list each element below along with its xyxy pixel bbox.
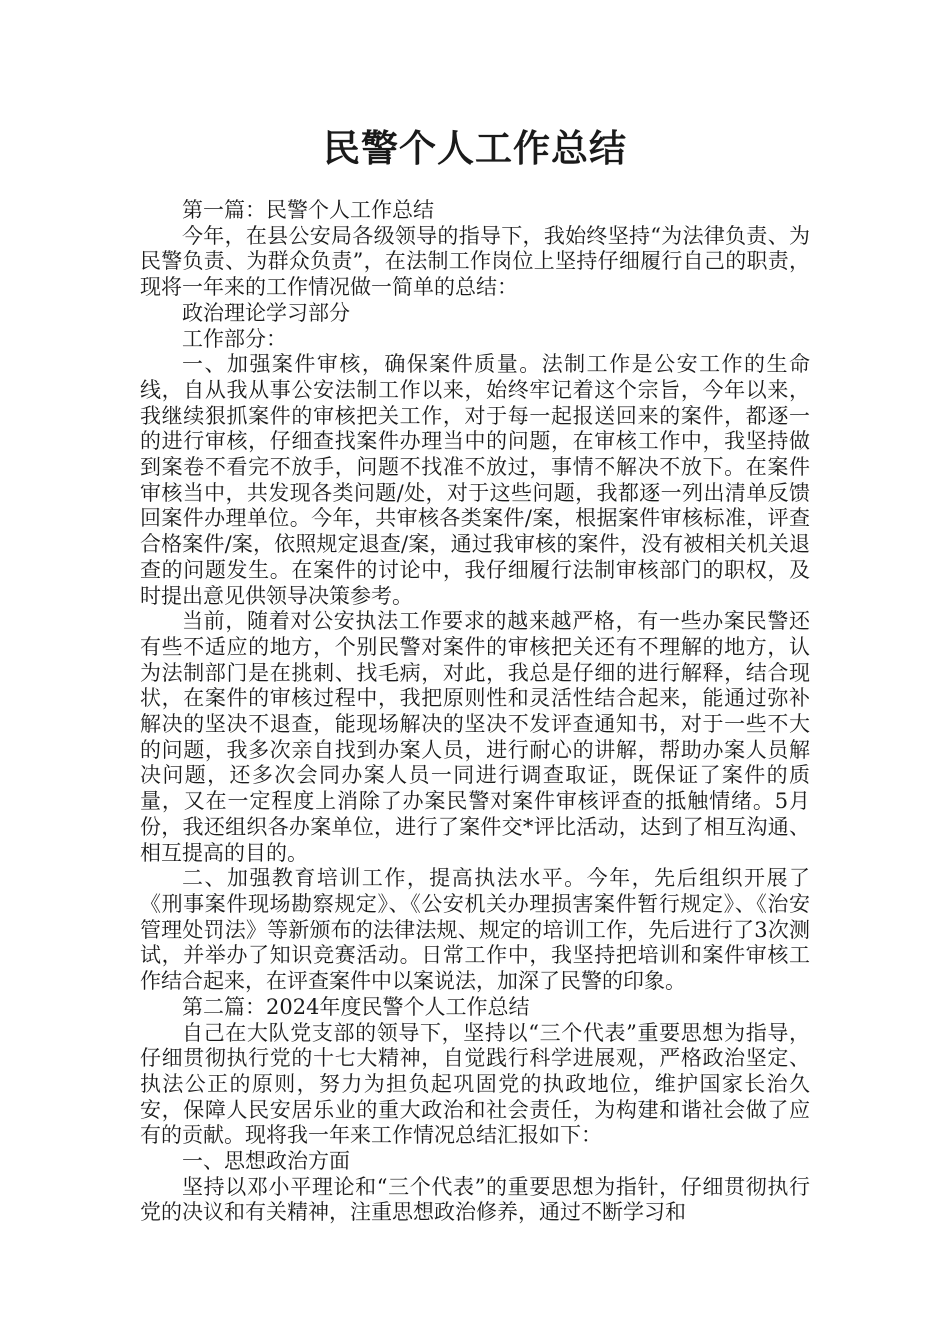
document-title: 民警个人工作总结 bbox=[323, 127, 627, 170]
paragraph-section-heading-1: 第一篇：民警个人工作总结 bbox=[182, 198, 434, 222]
paragraph-current-situation: 当前，随着对公安执法工作要求的越来越严格，有一些办案民警还有些不适应的地方，个别民警对案件的审核把关还有不理解的地方，认为法制部门是在挑刺、找毛病，对此，我总是仔细的进行解释，结合现状，在案件的审核过程中，我把原则性和灵活性结合起来，能通过弥补解决的坚决不退查，能现场解决的坚决不发评查通知书，对于一些不大的问题，我多次亲自找到办案人员，进行耐心的讲解，帮助办案人员解决问题，还多次会同办案人员一同进行调查取证，既保证了案件的质量，又在一定程度上消除了办案民警对案件审核评查的抵触情绪。5月份，我还组织各办案单位，进行了案件交*评比活动，达到了相互沟通、相互提高的目的。 bbox=[140, 609, 810, 865]
document-body bbox=[140, 198, 810, 1226]
paragraph-ideology-heading: 一、思想政治方面 bbox=[182, 1149, 350, 1174]
paragraph-political-study: 政治理论学习部分 bbox=[182, 300, 350, 325]
paragraph-section-heading-2: 第二篇：2024年度民警个人工作总结 bbox=[182, 994, 530, 1019]
paragraph-second-intro: 自己在大队党支部的领导下，坚持以“三个代表”重要思想为指导，仔细贯彻执行党的十七大精神，自觉践行科学进展观，严格政治坚定、执法公正的原则，努力为担负起巩固党的执政地位，维护国家长治久安，保障人民安居乐业的重大政治和社会责任，为构建和谐社会做了应有的贡献。现将我一年来工作情况总结汇报如下： bbox=[140, 1020, 810, 1148]
paragraph-work-part: 工作部分： bbox=[182, 326, 287, 351]
paragraph-case-review: 一、加强案件审核，确保案件质量。法制工作是公安工作的生命线，自从我从事公安法制工作以来，始终牢记着这个宗旨，今年以来，我继续狠抓案件的审核把关工作，对于每一起报送回来的案件，都逐一的进行审核，仔细查找案件办理当中的问题，在审核工作中，我坚持做到案卷不看完不放手，问题不找准不放过，事情不解决不放下。在案件审核当中，共发现各类问题/处，对于这些问题，我都逐一列出清单反馈回案件办理单位。今年，共审核各类案件/案，根据案件审核标准，评查合格案件/案，依照规定退查/案，通过我审核的案件，没有被相关机关退查的问题发生。在案件的讨论中，我仔细履行法制审核部门的职权，及时提出意见供领导决策参考。 bbox=[140, 352, 810, 608]
paragraph-ideology-body: 坚持以邓小平理论和“三个代表”的重要思想为指针，仔细贯彻执行党的决议和有关精神，注重思想政治修养，通过不断学习和 bbox=[140, 1174, 810, 1225]
paragraph-training: 二、加强教育培训工作，提高执法水平。今年，先后组织开展了《刑事案件现场勘察规定》、《公安机关办理损害案件暂行规定》、《治安管理处罚法》等新颁布的法律法规、规定的培训工作，先后进行了3次测试，并举办了知识竞赛活动。日常工作中，我坚持把培训和案件审核工作结合起来，在评查案件中以案说法，加深了民警的印象。 bbox=[140, 866, 810, 994]
paragraph-intro: 今年，在县公安局各级领导的指导下，我始终坚持“为法律负责、为民警负责、为群众负责”，在法制工作岗位上坚持仔细履行自己的职责，现将一年来的工作情况做一简单的总结： bbox=[140, 223, 810, 300]
